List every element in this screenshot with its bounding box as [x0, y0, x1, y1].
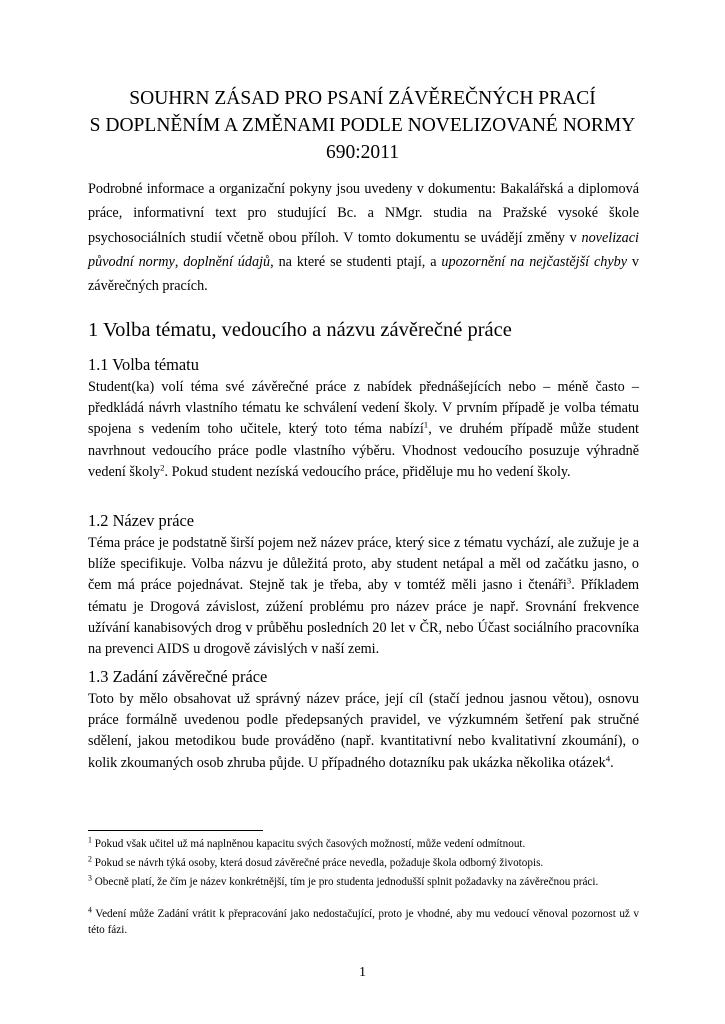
footnote-1: [88, 837, 639, 853]
section-1-3-text-1: Toto by mělo obsahovat už správný název práce, její cíl (stačí jednou jasnou větou), osnovu práce formálně uvedenou podle předepsaných pravidel, ve výzkumném šetření pak stručné sdělení, jakou metodikou bude prováděno (např. kvantitativní nebo kvalitativní zkoumání), o kolik zkoumaných osob zhruba půjde. U případného dotazníku pak ukázka několika otázek: [88, 691, 639, 771]
footnote-1-text: Pokud však učitel už má naplněnou kapacitu svých časových možností, může vedení odmítnout.: [91, 838, 526, 850]
section-1-3-paragraph: [88, 689, 639, 774]
intro-emphasis-3: upozornění na nejčastější chyby: [441, 253, 628, 270]
intro-emphasis-2: doplnění údajů: [183, 253, 271, 270]
intro-text-1: Podrobné informace a organizační pokyny jsou uvedeny v dokumentu: Bakalářská a diplomová práce, informativní text pro studující Bc. a NMgr. studia na Pražské vysoké škole psychosociálních studií včetně obou příloh. V tomto dokumentu se uvádějí změny v: [88, 181, 639, 246]
title-line-3: 690:2011: [326, 142, 399, 163]
section-1-3-text-2: .: [610, 754, 614, 771]
footnote-separator: [88, 830, 263, 831]
footnote-3-number: 3: [88, 873, 92, 883]
footnote-4-text: Vedení může Zadání vrátit k přepracování jako nedostačující, proto je vhodné, aby mu vedoucí věnoval pozornost už v této fázi.: [88, 908, 639, 936]
section-1-heading: 1 Volba tématu, vedoucího a názvu závěrečné práce: [88, 319, 512, 341]
footnote-2: [88, 856, 639, 872]
title-line-2: S DOPLNĚNÍM A ZMĚNAMI PODLE NOVELIZOVANÉ NORMY: [89, 115, 636, 136]
footnote-3-text: Obecně platí, že čím je název konkrétnější, tím je pro studenta jednodušší splnit požadavky na závěrečnou práci.: [91, 876, 599, 888]
section-1-2-text-2: . Příkladem tématu je Drogová závislost, zúžení problému pro název práce je např. Srovnání frekvence užívání kanabisových drog v průběhu posledních 20 let v ČR, nebo Účast sociálního pracovníka na prevenci AIDS u drogově závislých v naší zemi.: [88, 577, 639, 658]
section-1-2-text-1: Téma práce je podstatně širší pojem než název práce, který sice z tématu vychází, ale zužuje je a blíže specifikuje. Volba názvu je důležitá proto, aby student netápal a měl od začátku jasno, o čem má práce pojednávat. Stejně tak je třeba, aby v tomtéž měli jasno i čtenáři: [88, 535, 639, 594]
footnote-ref-4[interactable]: 4: [605, 752, 611, 763]
intro-text-2: ,: [174, 253, 184, 270]
document-title: [60, 85, 665, 166]
footnote-4: [88, 907, 639, 938]
title-line-1: SOUHRN ZÁSAD PRO PSANÍ ZÁVĚREČNÝCH PRACÍ: [129, 88, 596, 109]
footnote-ref-1[interactable]: 1: [423, 419, 429, 430]
footnote-1-number: 1: [88, 835, 92, 845]
intro-text-3: , na které se studenti ptají, a: [270, 253, 442, 270]
section-1-1-heading: 1.1 Volba tématu: [88, 355, 199, 374]
intro-paragraph: [88, 177, 639, 298]
section-1-1-paragraph: [88, 377, 639, 483]
page-number: 1: [359, 965, 366, 980]
section-1-1-text-1: Student(ka) volí téma své závěrečné práce z nabídek přednášejících nebo – méně často – předkládá návrh vlastního tématu ke schválení vedení školy. V prvním případě je volba tématu spojena s vedením toho učitele, který toto téma nabízí: [88, 379, 639, 438]
footnote-2-number: 2: [88, 854, 92, 864]
intro-emphasis-1: novelizaci původní normy: [88, 229, 639, 270]
section-1-3-heading: 1.3 Zadání závěrečné práce: [88, 667, 268, 686]
footnote-ref-2[interactable]: 2: [160, 462, 165, 473]
footnote-3: [88, 875, 639, 891]
footnote-2-text: Pokud se návrh týká osoby, která dosud závěrečné práce nevedla, požaduje škola odborný životopis.: [91, 857, 544, 869]
section-1-2-paragraph: [88, 533, 639, 660]
section-1-2-heading: 1.2 Název práce: [88, 511, 195, 530]
footnote-4-number: 4: [88, 905, 92, 915]
section-1-1-text-2: , ve druhém případě může student navrhnout vedoucího práce podle vlastního výběru. Vhodnost vedoucího posuzuje výhradně vedení školy: [88, 421, 639, 480]
intro-text-4: v závěrečných pracích.: [88, 253, 640, 295]
footnote-ref-3[interactable]: 3: [566, 575, 572, 586]
section-1-1-text-3: . Pokud student nezíská vedoucího práce, přiděluje mu ho vedení školy.: [164, 463, 571, 480]
